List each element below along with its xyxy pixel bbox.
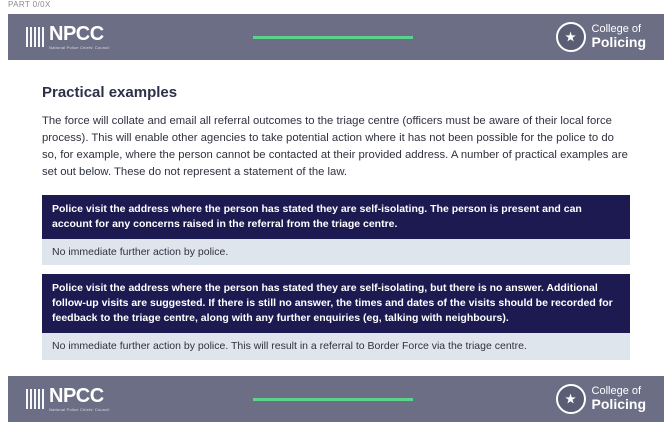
example-outcome: No immediate further action by police. — [42, 239, 630, 266]
example-scenario: Police visit the address where the person has stated they are self-isolating. The person is present and can account for any concerns raised in the referral from the triage centre. — [42, 195, 630, 239]
example-outcome: No immediate further action by police. This will result in a referral to Border Force via the triage centre. — [42, 333, 630, 360]
npcc-subtitle: National Police Chiefs' Council — [49, 45, 110, 50]
footer-banner — [8, 376, 664, 422]
npcc-barcode-icon — [26, 27, 44, 47]
header-banner — [8, 14, 664, 60]
crest-icon — [556, 384, 586, 414]
college-of-policing-logo — [556, 384, 646, 414]
page-title: Practical examples — [42, 84, 178, 101]
college-line-1: College of — [591, 384, 642, 397]
footer-accent-rule — [253, 398, 413, 401]
college-wordmark — [592, 24, 646, 50]
college-line-2: Policing — [591, 396, 646, 413]
college-line-1: College of — [591, 22, 642, 35]
npcc-subtitle: National Police Chiefs' Council — [49, 407, 110, 412]
college-line-2: Policing — [591, 34, 646, 51]
page-crumb: PART 0/0X — [8, 0, 51, 9]
college-of-policing-logo — [556, 22, 646, 52]
intro-paragraph: The force will collate and email all referral outcomes to the triage centre (officers must be aware of their local force process). This will enable other agencies to take potential action where it has not been possible for the police to do so, for example, where the person cannot be contacted at their provided address. A number of practical examples are set out below. These do not represent a statement of the law. — [42, 115, 628, 178]
npcc-wordmark — [49, 386, 110, 412]
crest-icon — [556, 22, 586, 52]
college-wordmark — [592, 386, 646, 412]
npcc-acronym: NPCC — [49, 23, 104, 45]
npcc-logo — [26, 386, 110, 412]
npcc-barcode-icon — [26, 389, 44, 409]
content-card — [8, 66, 664, 370]
npcc-logo — [26, 24, 110, 50]
header-accent-rule — [253, 36, 413, 39]
npcc-wordmark — [49, 24, 110, 50]
example-scenario: Police visit the address where the person has stated they are self-isolating, but there is no answer. Additional follow-up visits are suggested. If there is still no answer, the times and dates of the visits should be recorded for feedback to the triage centre, along with any further enquiries (eg, talking with neighbours). — [42, 274, 630, 333]
npcc-acronym: NPCC — [49, 385, 104, 407]
